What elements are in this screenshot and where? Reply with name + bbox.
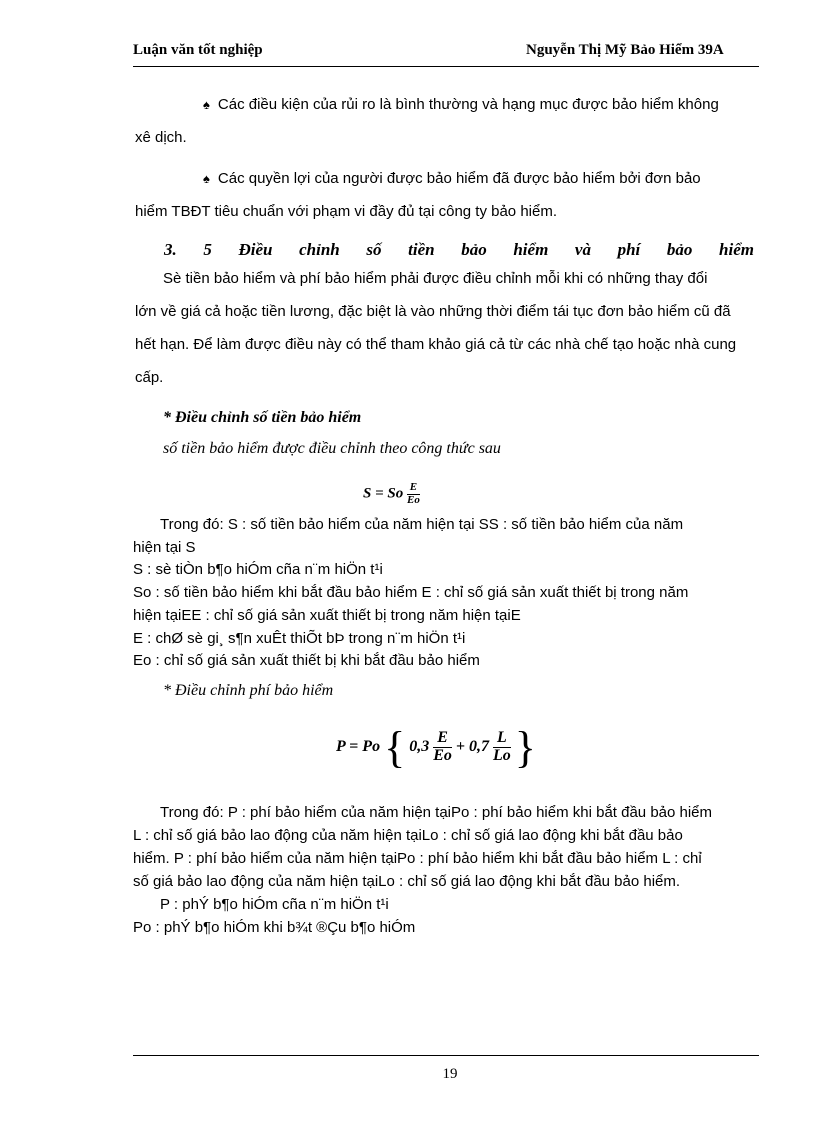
definition-line: Trong đó: P : phí bảo hiểm của năm hiện tạiPo : phí bảo hiểm khi bắt đầu bảo hiểm: [160, 804, 713, 821]
definition-line: Eo : chỉ số giá sản xuất thiết bị khi bắt đầu bảo hiểm: [133, 652, 480, 669]
footer-divider: [133, 1055, 759, 1056]
section-heading: 3. 5 Điều chỉnh số tiền bảo hiểm và phí bảo hiểm: [164, 240, 754, 259]
definition-line: hiện tạiEE : chỉ số giá sản xuất thiết bị trong năm hiện tạiE: [133, 607, 521, 624]
spade-icon: ♠: [203, 97, 210, 112]
definition-line: hiểm. P : phí bảo hiểm của năm hiện tạiPo : phí bảo hiểm khi bắt đầu bảo hiểm L : chỉ: [133, 850, 702, 867]
formula-sum-insured: S = So $\frac{E}{Eo}$: [363, 481, 420, 506]
header-divider: [133, 66, 759, 67]
header-left: Luận văn tốt nghiệp: [133, 42, 263, 58]
subsection-title: * Điều chỉnh phí bảo hiểm: [163, 682, 334, 699]
definition-line: Po : phÝ b¶o hiÓm khi b¾t ®Çu b¶o hiÓm: [133, 919, 416, 936]
spade-icon: ♠: [203, 171, 210, 186]
definition-line: L : chỉ số giá bảo lao động của năm hiện tạiLo : chỉ số giá lao động khi bắt đầu bảo: [133, 827, 683, 844]
subsection-desc: số tiền bảo hiểm được điều chỉnh theo công thức sau: [163, 440, 501, 457]
definition-line: hiện tại S: [133, 539, 196, 556]
definition-line: Trong đó: S : số tiền bảo hiểm của năm hiện tại SS : số tiền bảo hiểm của năm: [160, 516, 684, 533]
header-right: Nguyễn Thị Mỹ Bảo Hiểm 39A: [526, 42, 724, 58]
bullet-item: ♠ Các điều kiện của rủi ro là bình thường và hạng mục được bảo hiểm không xê dịch.: [135, 96, 719, 146]
definition-line: số giá bảo lao động của năm hiện tạiLo : chỉ số giá lao động khi bắt đầu bảo hiểm.: [133, 873, 681, 890]
formula-premium: P = Po { 0,3 $\frac{E}{Eo}$ + 0,7 $\frac{L}{Lo}$ }: [336, 723, 536, 772]
definition-line: S : sè tiÒn b¶o hiÓm cña n¨m hiÖn t¹i: [133, 561, 383, 578]
definition-line: E : chØ sè gi¸ s¶n xuÊt thiÕt bÞ trong n¨m hiÖn t¹i: [133, 630, 466, 647]
bullet-item: ♠ Các quyền lợi của người được bảo hiểm đã được bảo hiểm bởi đơn bảo hiểm TBĐT tiêu chuẩn với phạm vi đầy đủ tại công ty bảo hiểm.: [135, 170, 701, 220]
subsection-title: * Điều chỉnh số tiền bảo hiểm: [163, 409, 362, 426]
intro-paragraph: Sè tiền bảo hiểm và phí bảo hiểm phải được điều chỉnh mỗi khi có những thay đổi lớn về giá cả hoặc tiền lương, đặc biệt là vào những thời điểm tái tục đơn bảo hiểm cũ đã hết hạn. Để làm được điều này có thể tham khảo giá cả từ các nhà chế tạo hoặc nhà cung cấp.: [135, 270, 737, 386]
definition-line: So : số tiền bảo hiểm khi bắt đầu bảo hiểm E : chỉ số giá sản xuất thiết bị trong năm: [133, 584, 689, 601]
definition-line: P : phÝ b¶o hiÓm cña n¨m hiÖn t¹i: [160, 896, 389, 913]
page-number: 19: [442, 1066, 458, 1082]
